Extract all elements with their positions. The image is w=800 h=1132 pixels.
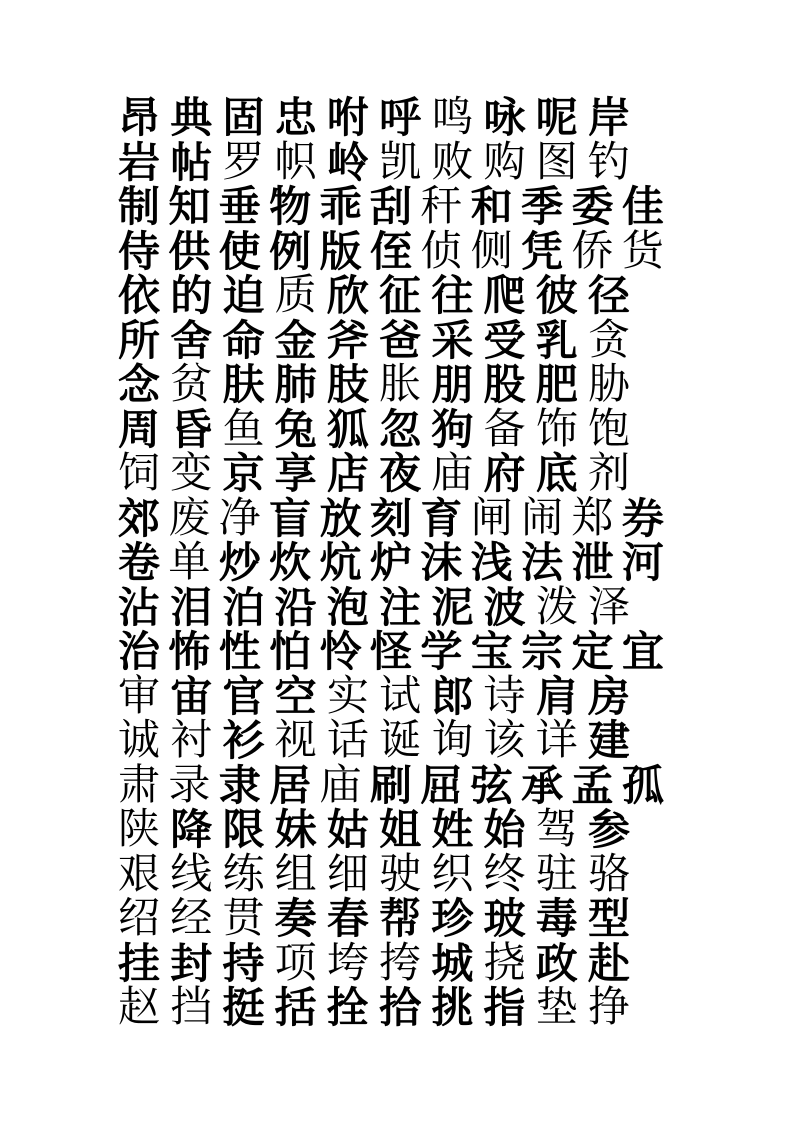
character-cell: 政: [535, 939, 578, 987]
character-row: [118, 494, 664, 542]
character-cell: 昏: [170, 405, 213, 453]
character-cell: 受: [483, 316, 526, 364]
character-cell: 细: [326, 851, 369, 898]
character-cell: 爬: [483, 272, 526, 320]
character-cell: 话: [326, 718, 369, 765]
character-cell: 治: [118, 628, 161, 676]
character-cell: 驶: [379, 851, 422, 898]
character-cell: 宙: [170, 672, 213, 720]
character-cell: 组: [274, 851, 317, 898]
character-cell: 物: [269, 183, 312, 231]
character-cell: 乳: [535, 316, 578, 364]
character-row: [118, 897, 630, 942]
character-cell: 育: [420, 494, 463, 542]
character-row: [118, 405, 630, 453]
character-cell: 骆: [587, 851, 630, 898]
character-cell: 夜: [379, 450, 422, 498]
character-cell: 刻: [369, 494, 412, 542]
character-cell: 命: [222, 316, 265, 364]
character-cell: 浅: [470, 539, 513, 587]
character-cell: 实: [326, 673, 369, 720]
character-cell: 练: [222, 851, 265, 898]
character-cell: 炉: [369, 539, 412, 587]
character-cell: 河: [621, 539, 664, 587]
character-cell: 垂: [218, 183, 261, 231]
character-cell: 所: [118, 316, 161, 364]
character-cell: 怪: [369, 628, 412, 676]
character-cell: 学: [420, 628, 463, 676]
character-cell: 肢: [326, 361, 369, 409]
character-cell: 定: [571, 628, 614, 676]
character-cell: 知: [168, 183, 211, 231]
character-cell: 郊: [118, 494, 161, 542]
character-cell: 隶: [218, 761, 261, 809]
character-cell: 织: [431, 851, 474, 898]
character-cell: 庙: [431, 451, 474, 498]
character-cell: 审: [118, 673, 161, 720]
character-cell: 舍: [170, 316, 213, 364]
character-cell: 庙: [319, 762, 362, 809]
character-cell: 括: [274, 984, 317, 1032]
character-cell: 宝: [470, 628, 513, 676]
character-cell: 征: [379, 272, 422, 320]
character-cell: 乖: [319, 183, 362, 231]
character-cell: 胁: [587, 362, 630, 409]
character-cell: 爸: [379, 316, 422, 364]
character-cell: 秆: [420, 184, 463, 231]
character-cell: 饰: [535, 406, 578, 453]
character-cell: 挠: [483, 940, 526, 987]
character-cell: 周: [118, 405, 161, 453]
character-cell: 股: [483, 361, 526, 409]
character-row: [118, 939, 630, 987]
character-cell: 泄: [571, 539, 614, 587]
character-cell: 拾: [379, 984, 422, 1032]
character-cell: 肥: [535, 361, 578, 409]
character-cell: 该: [483, 718, 526, 765]
character-cell: 泥: [431, 583, 474, 631]
character-cell: 饱: [587, 406, 630, 453]
character-cell: 弦: [470, 761, 513, 809]
character-row: [118, 808, 630, 853]
character-cell: 始: [483, 806, 526, 854]
character-cell: 岩: [118, 138, 161, 186]
character-cell: 刷: [369, 761, 412, 809]
character-cell: 呼: [379, 94, 422, 142]
character-cell: 委: [571, 183, 614, 231]
character-row: [118, 583, 630, 631]
character-cell: 拴: [326, 984, 369, 1032]
character-cell: 岭: [326, 138, 369, 186]
character-cell: 宗: [521, 628, 564, 676]
character-row: [118, 363, 630, 408]
character-cell: 依: [118, 272, 161, 320]
character-cell: 肃: [118, 762, 161, 809]
character-row: [118, 274, 630, 319]
character-cell: 姑: [326, 806, 369, 854]
character-cell: 泊: [222, 583, 265, 631]
character-cell: 斧: [326, 316, 369, 364]
character-cell: 底: [535, 450, 578, 498]
character-cell: 放: [319, 494, 362, 542]
character-row: [118, 452, 630, 497]
character-cell: 怕: [269, 628, 312, 676]
character-cell: 帖: [170, 138, 213, 186]
character-cell: 岸: [587, 94, 630, 142]
character-cell: 彼: [535, 272, 578, 320]
character-cell: 贫: [170, 362, 213, 409]
character-cell: 郎: [431, 672, 474, 720]
character-cell: 宜: [621, 628, 664, 676]
character-cell: 驾: [535, 807, 578, 854]
character-cell: 和: [470, 183, 513, 231]
character-cell: 询: [431, 718, 474, 765]
character-cell: 诗: [483, 673, 526, 720]
character-cell: 典: [170, 94, 213, 142]
character-cell: 侍: [118, 227, 161, 275]
character-cell: 限: [222, 806, 265, 854]
character-cell: 视: [274, 718, 317, 765]
character-cell: 购: [483, 139, 526, 186]
character-cell: 建: [587, 717, 630, 765]
character-cell: 往: [431, 272, 474, 320]
character-cell: 波: [483, 583, 526, 631]
character-cell: 居: [269, 761, 312, 809]
character-cell: 废: [168, 495, 211, 542]
character-cell: 姓: [431, 806, 474, 854]
character-cell: 型: [587, 895, 630, 943]
character-row: [118, 719, 630, 764]
character-cell: 狗: [431, 405, 474, 453]
character-cell: 佳: [621, 183, 664, 231]
character-cell: 沫: [420, 539, 463, 587]
character-cell: 念: [118, 361, 161, 409]
character-cell: 质: [274, 273, 317, 320]
character-cell: 凯: [379, 139, 422, 186]
character-cell: 挡: [170, 985, 213, 1032]
character-cell: 参: [587, 806, 630, 854]
character-cell: 采: [431, 316, 474, 364]
character-row: [118, 672, 630, 720]
character-cell: 奏: [274, 895, 317, 943]
character-cell: 败: [431, 139, 474, 186]
character-cell: 性: [218, 628, 261, 676]
character-cell: 降: [170, 806, 213, 854]
character-cell: 春: [326, 895, 369, 943]
character-cell: 肩: [535, 672, 578, 720]
character-grid: [118, 96, 664, 1031]
character-cell: 怖: [168, 628, 211, 676]
character-cell: 径: [587, 272, 630, 320]
character-row: [118, 227, 664, 275]
character-cell: 陕: [118, 807, 161, 854]
character-cell: 录: [168, 762, 211, 809]
character-cell: 艰: [118, 851, 161, 898]
character-cell: 官: [222, 672, 265, 720]
character-cell: 侨: [571, 228, 614, 275]
character-cell: 闸: [470, 495, 513, 542]
character-cell: 店: [326, 450, 369, 498]
character-cell: 泡: [326, 583, 369, 631]
character-cell: 衬: [170, 718, 213, 765]
character-cell: 金: [274, 316, 317, 364]
character-cell: 欣: [326, 272, 369, 320]
character-cell: 姐: [379, 806, 422, 854]
character-cell: 帜: [274, 139, 317, 186]
character-cell: 侧: [470, 228, 513, 275]
character-cell: 垮: [326, 940, 369, 987]
character-cell: 详: [535, 718, 578, 765]
character-cell: 版: [319, 227, 362, 275]
character-cell: 珍: [431, 895, 474, 943]
character-row: [118, 630, 664, 675]
character-cell: 法: [521, 539, 564, 587]
character-cell: 项: [274, 940, 317, 987]
character-cell: 挺: [222, 984, 265, 1032]
character-cell: 券: [621, 494, 664, 542]
character-cell: 忠: [274, 94, 317, 142]
character-cell: 变: [170, 451, 213, 498]
character-cell: 衫: [222, 717, 265, 765]
character-cell: 毒: [535, 895, 578, 943]
character-row: [118, 986, 630, 1031]
character-cell: 的: [170, 272, 213, 320]
character-cell: 线: [170, 851, 213, 898]
character-cell: 固: [222, 94, 265, 142]
character-row: [118, 853, 630, 898]
character-cell: 持: [222, 939, 265, 987]
character-cell: 兔: [274, 405, 317, 453]
character-cell: 贯: [222, 896, 265, 943]
character-cell: 怜: [319, 628, 362, 676]
character-cell: 侄: [369, 227, 412, 275]
character-cell: 驻: [535, 851, 578, 898]
character-cell: 肺: [274, 361, 317, 409]
character-cell: 郑: [571, 495, 614, 542]
character-cell: 闹: [521, 495, 564, 542]
character-cell: 货: [621, 228, 664, 275]
character-cell: 单: [168, 540, 211, 587]
character-cell: 绍: [118, 896, 161, 943]
character-cell: 沾: [118, 583, 161, 631]
character-cell: 承: [521, 761, 564, 809]
character-cell: 例: [269, 227, 312, 275]
character-cell: 空: [274, 672, 317, 720]
character-cell: 忽: [379, 405, 422, 453]
character-cell: 挣: [587, 985, 630, 1032]
character-cell: 季: [521, 183, 564, 231]
character-cell: 胀: [379, 362, 422, 409]
character-cell: 剂: [587, 451, 630, 498]
character-row: [118, 761, 664, 809]
character-cell: 封: [170, 939, 213, 987]
character-cell: 炊: [269, 539, 312, 587]
character-cell: 诚: [118, 718, 161, 765]
character-cell: 垫: [535, 985, 578, 1032]
character-cell: 鱼: [222, 406, 265, 453]
character-cell: 罗: [222, 139, 265, 186]
character-cell: 沿: [274, 583, 317, 631]
character-cell: 鸣: [431, 95, 474, 142]
character-cell: 挎: [379, 940, 422, 987]
character-cell: 妹: [274, 806, 317, 854]
character-cell: 指: [483, 984, 526, 1032]
character-cell: 图: [535, 139, 578, 186]
character-cell: 侦: [420, 228, 463, 275]
character-cell: 炒: [218, 539, 261, 587]
character-row: [118, 138, 630, 186]
character-cell: 试: [379, 673, 422, 720]
character-cell: 刮: [369, 183, 412, 231]
character-cell: 净: [218, 495, 261, 542]
character-cell: 挑: [431, 984, 474, 1032]
character-cell: 京: [222, 450, 265, 498]
character-cell: 诞: [379, 718, 422, 765]
character-cell: 供: [168, 227, 211, 275]
character-cell: 孤: [621, 761, 664, 809]
character-cell: 咏: [483, 94, 526, 142]
character-cell: 炕: [319, 539, 362, 587]
character-cell: 凭: [521, 227, 564, 275]
character-cell: 狐: [326, 405, 369, 453]
character-cell: 府: [483, 450, 526, 498]
character-row: [118, 316, 630, 364]
character-row: [118, 185, 664, 230]
character-cell: 泽: [587, 584, 630, 631]
character-cell: 泼: [535, 584, 578, 631]
character-cell: 迫: [222, 272, 265, 320]
character-cell: 钓: [587, 139, 630, 186]
character-cell: 肤: [222, 361, 265, 409]
character-cell: 昂: [118, 94, 161, 142]
character-row: [118, 541, 664, 586]
character-cell: 呢: [535, 94, 578, 142]
character-cell: 城: [431, 939, 474, 987]
character-cell: 卷: [118, 539, 161, 587]
character-cell: 享: [274, 450, 317, 498]
character-cell: 房: [587, 672, 630, 720]
character-cell: 赵: [118, 985, 161, 1032]
character-cell: 泪: [170, 583, 213, 631]
character-cell: 朋: [431, 361, 474, 409]
character-cell: 咐: [326, 94, 369, 142]
character-cell: 玻: [483, 895, 526, 943]
character-cell: 使: [218, 227, 261, 275]
character-cell: 制: [118, 183, 161, 231]
character-cell: 经: [170, 896, 213, 943]
character-cell: 孟: [571, 761, 614, 809]
character-cell: 注: [379, 583, 422, 631]
character-cell: 屈: [420, 761, 463, 809]
character-cell: 备: [483, 406, 526, 453]
character-cell: 终: [483, 851, 526, 898]
character-cell: 饲: [118, 451, 161, 498]
character-row: [118, 96, 630, 141]
character-cell: 赴: [587, 939, 630, 987]
character-cell: 盲: [269, 494, 312, 542]
character-cell: 帮: [379, 895, 422, 943]
character-cell: 挂: [118, 939, 161, 987]
character-cell: 贪: [587, 317, 630, 364]
